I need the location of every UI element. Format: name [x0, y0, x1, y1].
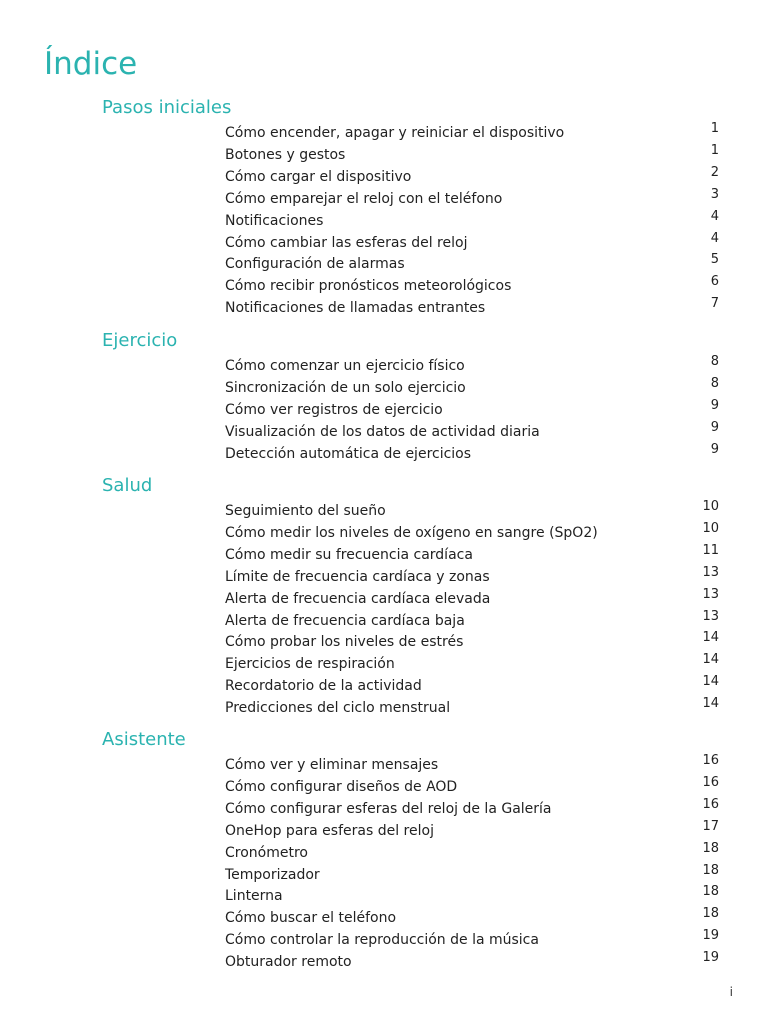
toc-entry-page[interactable]: 19: [702, 928, 719, 944]
toc-entry-label[interactable]: Cómo recibir pronósticos meteorológicos: [225, 278, 512, 295]
toc-entry-label[interactable]: OneHop para esferas del reloj: [225, 822, 434, 839]
toc-entry-page[interactable]: 10: [702, 499, 719, 514]
toc-entry-page[interactable]: 13: [702, 564, 719, 580]
toc-entry-page[interactable]: 11: [702, 542, 719, 558]
toc-entry-label[interactable]: Ejercicios de respiración: [225, 656, 395, 673]
toc-entry[interactable]: [0, 820, 768, 842]
toc-entry-label[interactable]: Cómo configurar diseños de AOD: [225, 778, 458, 795]
toc-entry-page[interactable]: 4: [710, 208, 719, 224]
page-number: i: [729, 985, 733, 999]
toc-entry-label[interactable]: Notificaciones de llamadas entrantes: [225, 300, 486, 317]
page-title: Índice: [44, 46, 138, 82]
toc-entry-label[interactable]: Cómo controlar la reproducción de la música: [225, 932, 539, 949]
toc-entry-page[interactable]: 19: [702, 950, 719, 966]
toc-entry-label[interactable]: Cómo comenzar un ejercicio físico: [225, 358, 465, 374]
toc-entry-page[interactable]: 17: [702, 818, 719, 834]
toc-entry-label[interactable]: Notificaciones: [225, 212, 324, 229]
toc-entry-label[interactable]: Cronómetro: [225, 844, 308, 861]
toc-entry-page[interactable]: 18: [702, 840, 719, 856]
toc-entry-page[interactable]: 8: [710, 375, 719, 391]
toc-entry[interactable]: [0, 500, 768, 522]
toc-entry[interactable]: [0, 631, 768, 653]
toc-entry[interactable]: [0, 399, 768, 421]
toc-entry[interactable]: [0, 188, 768, 210]
toc-entry-page[interactable]: 9: [710, 397, 719, 413]
section-title[interactable]: Pasos iniciales: [102, 97, 232, 118]
toc-entry-label[interactable]: Botones y gestos: [225, 146, 346, 163]
toc-entry[interactable]: [0, 885, 768, 907]
toc-entry[interactable]: [0, 675, 768, 697]
toc-entry-page[interactable]: 4: [710, 230, 719, 246]
toc-entry[interactable]: [0, 210, 768, 232]
toc-entry-label[interactable]: Recordatorio de la actividad: [225, 678, 422, 695]
toc-entry-label[interactable]: Cómo emparejar el reloj con el teléfono: [225, 190, 503, 207]
toc-entry-page[interactable]: 18: [702, 906, 719, 922]
toc-entry-label[interactable]: Cómo ver y eliminar mensajes: [225, 757, 439, 773]
toc-entry[interactable]: [0, 798, 768, 820]
toc-entry-label[interactable]: Sincronización de un solo ejercicio: [225, 379, 466, 396]
toc-entry[interactable]: [0, 588, 768, 610]
toc-entry[interactable]: [0, 144, 768, 166]
toc-entry-page[interactable]: 3: [710, 186, 719, 202]
toc-entry-label[interactable]: Temporizador: [225, 866, 320, 883]
toc-entry-page[interactable]: 13: [702, 586, 719, 602]
toc-entry-page[interactable]: 14: [702, 674, 719, 690]
toc-entry[interactable]: [0, 544, 768, 566]
section-title[interactable]: Asistente: [102, 729, 186, 750]
toc-entry[interactable]: [0, 275, 768, 297]
toc-entry-label[interactable]: Cómo ver registros de ejercicio: [225, 401, 443, 418]
toc-entry[interactable]: [0, 842, 768, 864]
toc-entry[interactable]: [0, 421, 768, 443]
toc-entry[interactable]: [0, 929, 768, 951]
section-title[interactable]: Ejercicio: [102, 330, 178, 351]
toc-entry-label[interactable]: Cómo buscar el teléfono: [225, 910, 397, 927]
toc-entry-label[interactable]: Cómo medir los niveles de oxígeno en sangre (SpO2): [225, 524, 598, 541]
toc-entry[interactable]: [0, 253, 768, 275]
toc-entry-label[interactable]: Seguimiento del sueño: [225, 503, 386, 519]
toc-entry[interactable]: [0, 166, 768, 188]
section-title[interactable]: Salud: [102, 475, 153, 496]
toc-entry-label[interactable]: Linterna: [225, 888, 283, 905]
toc-entry-label[interactable]: Cómo cargar el dispositivo: [225, 168, 412, 185]
toc-entry[interactable]: [0, 355, 768, 377]
toc-entry-label[interactable]: Cómo probar los niveles de estrés: [225, 634, 464, 651]
toc-entry[interactable]: [0, 232, 768, 254]
toc-entry[interactable]: [0, 443, 768, 465]
toc-entry-page[interactable]: 2: [710, 164, 719, 180]
toc-entry-page[interactable]: 10: [702, 520, 719, 536]
toc-entry[interactable]: [0, 653, 768, 675]
toc-entry-label[interactable]: Alerta de frecuencia cardíaca baja: [225, 612, 465, 629]
toc-entry-page[interactable]: 16: [702, 796, 719, 812]
toc-entry-page[interactable]: 16: [702, 774, 719, 790]
toc-entry-label[interactable]: Detección automática de ejercicios: [225, 445, 472, 462]
toc-entry-page[interactable]: 5: [710, 252, 719, 268]
toc-entry[interactable]: [0, 776, 768, 798]
toc-entry-label[interactable]: Límite de frecuencia cardíaca y zonas: [225, 568, 490, 585]
toc-entry[interactable]: [0, 610, 768, 632]
toc-entry-label[interactable]: Cómo configurar esferas del reloj de la Galería: [225, 800, 552, 817]
toc-entry-page[interactable]: 14: [702, 630, 719, 646]
toc-entry-label[interactable]: Predicciones del ciclo menstrual: [225, 700, 451, 717]
toc-entry-page[interactable]: 7: [710, 296, 719, 312]
toc-entry[interactable]: [0, 522, 768, 544]
toc-entry-label[interactable]: Cómo encender, apagar y reiniciar el dispositivo: [225, 125, 565, 141]
toc-entry-label[interactable]: Cómo medir su frecuencia cardíaca: [225, 546, 473, 563]
toc-entry-page[interactable]: 13: [702, 608, 719, 624]
toc-entry[interactable]: [0, 907, 768, 929]
toc-entry[interactable]: [0, 697, 768, 719]
toc-entry[interactable]: [0, 754, 768, 776]
toc-entry-page[interactable]: 16: [702, 753, 719, 768]
toc-entry-page[interactable]: 14: [702, 696, 719, 712]
toc-entry-page[interactable]: 9: [710, 419, 719, 435]
toc-entry-label[interactable]: Configuración de alarmas: [225, 256, 405, 273]
toc-entry-page[interactable]: 18: [702, 884, 719, 900]
toc-entry-label[interactable]: Alerta de frecuencia cardíaca elevada: [225, 590, 491, 607]
toc-entry[interactable]: [0, 951, 768, 973]
toc-entry[interactable]: [0, 122, 768, 144]
toc-entry-label[interactable]: Visualización de los datos de actividad diaria: [225, 423, 540, 440]
toc-entry[interactable]: [0, 566, 768, 588]
toc-entry-page[interactable]: 18: [702, 862, 719, 878]
toc-entry-page[interactable]: 6: [710, 274, 719, 290]
toc-entry[interactable]: [0, 864, 768, 886]
toc-entry-page[interactable]: 1: [710, 142, 719, 158]
toc-entry[interactable]: [0, 377, 768, 399]
toc-entry[interactable]: [0, 297, 768, 319]
toc-entry-page[interactable]: 9: [710, 441, 719, 457]
toc-entry-page[interactable]: 14: [702, 652, 719, 668]
toc-entry-page[interactable]: 8: [710, 354, 719, 369]
toc-entry-label[interactable]: Obturador remoto: [225, 954, 352, 971]
toc-entry-page[interactable]: 1: [710, 121, 719, 136]
toc-entry-label[interactable]: Cómo cambiar las esferas del reloj: [225, 234, 468, 251]
